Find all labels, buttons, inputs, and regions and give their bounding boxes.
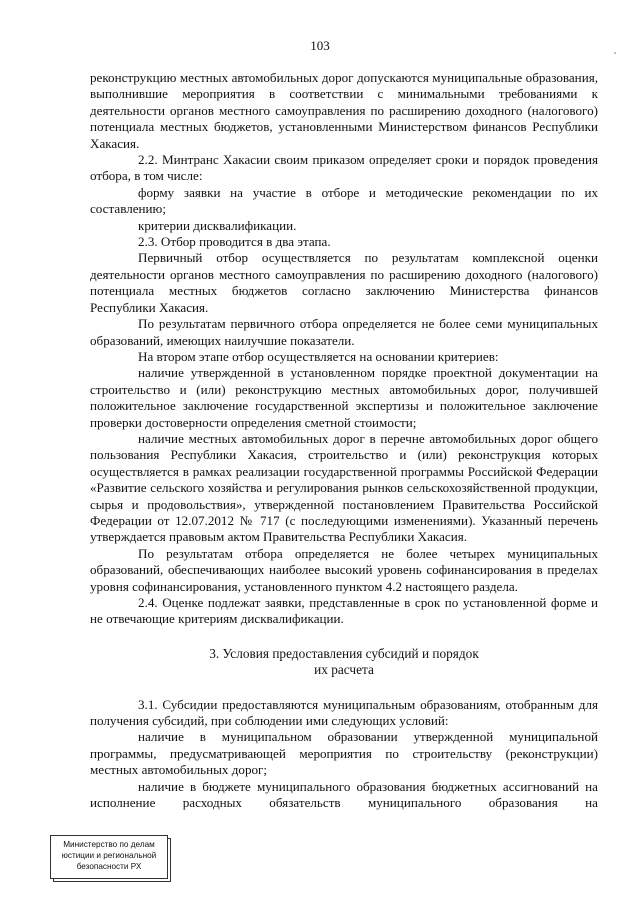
paragraph-primary-selection: Первичный отбор осуществляется по результатам комплексной оценки деятельности органов местного самоуправления по расширению доходного (налогового) потенциала местных бюджетов согласно заключению Министерства финансов Республики Хакасия. [90,250,598,315]
stamp-line: безопасности РХ [76,862,142,871]
paragraph-2-2: 2.2. Минтранс Хакасии своим приказом определяет сроки и порядок проведения отбора, в том числе: [90,152,598,184]
document-body [90,70,598,811]
ministry-stamp [50,835,168,879]
paragraph-3-1: 3.1. Субсидии предоставляются муниципальным образованиям, отобранным для получения субсидий, при соблюдении ими следующих условий: [90,696,598,729]
spacer [90,628,598,646]
criterion-project-documentation: наличие утвержденной в установленном порядке проектной документации на строительство и (или) реконструкцию местных автомобильных дорог, получившей положительное заключение государственной экспертизы и положительное заключение проверки достоверности определения сметной стоимости; [90,365,598,430]
list-item-disqualification: критерии дисквалификации. [138,217,297,233]
paragraph-second-stage: На втором этапе отбор осуществляется на основании критериев: [138,348,499,364]
scan-speck [614,52,616,54]
paragraph-2-3: 2.3. Отбор проводится в два этапа. [138,234,331,250]
paragraph-selection-results: По результатам отбора определяется не более четырех муниципальных образований, обеспечивающих наиболее высокий уровень софинансирования в пределах уровня софинансирования, установленного пунктом 4.2 настоящего раздела. [90,545,598,594]
criterion-road-list: наличие местных автомобильных дорог в перечне автомобильных дорог общего пользования Республики Хакасия, строительство и (или) реконструкция которых осуществляется в рамках реализации государственной программы Российской Федерации «Развитие сельского хозяйства и регулирования рынков сельскохозяйственной продукции, сырья и продовольствия», утвержденной постановлением Правительства Российской Федерации от 12.07.2012 № 717 (с последующими изменениями). Указанный перечень утверждается правовым актом Правительства Республики Хакасия. [90,430,598,545]
stamp-line: Министерство по делам [63,840,155,849]
spacer [90,679,598,697]
section-heading-line-2: их расчета [314,662,374,678]
section-heading-line-1: 3. Условия предоставления субсидий и порядок [209,645,479,661]
stamp-line: юстиции и региональной [61,851,157,860]
paragraph-continuation: реконструкцию местных автомобильных дорог допускаются муниципальные образования, выполнившие мероприятия в соответствии с минимальными требованиями к деятельности органов местного самоуправления по расширению доходного (налогового) потенциала местных бюджетов, установленными Министерством финансов Республики Хакасия. [90,70,598,151]
paragraph-2-4: 2.4. Оценке подлежат заявки, представленные в срок по установленной форме и не отвечающие критериям дисквалификации. [90,595,598,627]
page-number: 103 [310,38,330,53]
list-item-application-form: форму заявки на участие в отборе и методические рекомендации по их составлению; [90,184,598,217]
paragraph-primary-results: По результатам первичного отбора определяется не более семи муниципальных образований, имеющих наилучшие показатели. [90,316,598,348]
condition-municipal-program: наличие в муниципальном образовании утвержденной муниципальной программы, предусматривающей мероприятия по строительству (реконструкции) местных автомобильных дорог; [90,729,598,778]
condition-budget-allocations: наличие в бюджете муниципального образования бюджетных ассигнований на исполнение расходных обязательств муниципального образования на [90,778,598,811]
